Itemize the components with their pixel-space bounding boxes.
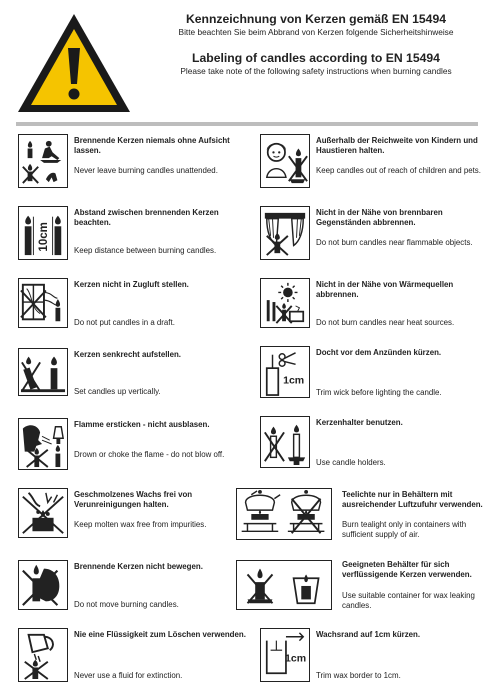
subtitle-en: Please take note of the following safety instructions when burning candles [180,66,452,76]
wax-container-icon [236,560,332,610]
instruction-en: Do not put candles in a draft. [74,318,175,327]
instruction-en: Drown or choke the flame - do not blow off. [74,450,225,459]
wax-impurities-icon [18,488,68,538]
instruction-en: Never leave burning candles unattended. [74,166,218,175]
instruction-de: Kerzenhalter benutzen. [316,418,403,427]
warning-triangle-icon [14,10,134,116]
wick-label: 1cm [283,374,305,387]
instruction-de: Kerzen senkrecht aufstellen. [74,350,182,359]
border-label: 1cm [285,652,307,665]
instruction-en: Set candles up vertically. [74,387,161,396]
instruction-de: Brennende Kerzen niemals ohne Aufsicht lassen. [74,136,230,155]
header-titles [148,12,484,76]
instruction-de: Wachsrand auf 1cm kürzen. [316,630,421,639]
flammable-objects-icon [260,206,310,260]
unattended-candle-icon [18,134,68,188]
instruction-en: Use suitable container for wax leaking candles. [342,591,475,610]
trim-wick-icon [260,346,310,398]
instruction-en: Burn tealight only in containers with sufficient supply of air. [342,520,467,539]
instruction-de: Teelichte nur in Behältern mit ausreichender Luftzufuhr verwenden. [342,490,483,509]
header [0,0,493,120]
children-pets-icon [260,134,310,188]
draft-icon [18,278,68,328]
subtitle-de: Bitte beachten Sie beim Abbrand von Kerzen folgende Sicherheitshinweise [178,27,454,37]
instruction-en: Use candle holders. [316,458,386,467]
instruction-de: Außerhalb der Reichweite von Kindern und Haustieren halten. [316,136,478,155]
no-fluid-icon [18,628,68,682]
instruction-en: Do not burn candles near heat sources. [316,318,455,327]
title-en: Labeling of candles according to EN 15494 [192,51,440,65]
instruction-de: Abstand zwischen brennenden Kerzen beachten. [74,208,219,227]
candle-holder-icon [260,416,310,468]
instruction-de: Geeigneten Behälter für sich verflüssigende Kerzen verwenden. [342,560,472,579]
instruction-de: Nie eine Flüssigkeit zum Löschen verwenden. [74,630,246,639]
instruction-de: Kerzen nicht in Zugluft stellen. [74,280,189,289]
instruction-de: Brennende Kerzen nicht bewegen. [74,562,203,571]
instruction-de: Flamme ersticken - nicht ausblasen. [74,420,210,429]
no-blowing-icon [18,418,68,470]
instruction-en: Do not burn candles near flammable objects. [316,238,473,247]
instruction-en: Keep candles out of reach of children and pets. [316,166,481,175]
instruction-en: Keep molten wax free from impurities. [74,520,207,529]
heat-sources-icon [260,278,310,328]
instruction-en: Trim wax border to 1cm. [316,671,401,680]
instruction-en: Never use a fluid for extinction. [74,671,183,680]
no-moving-icon [18,560,68,610]
title-de: Kennzeichnung von Kerzen gemäß EN 15494 [185,12,447,26]
instruction-de: Nicht in der Nähe von Wärmequellen abbrennen. [316,280,454,299]
divider [16,122,478,126]
candle-distance-icon [18,206,68,260]
instruction-en: Keep distance between burning candles. [74,246,217,255]
instruction-de: Nicht in der Nähe von brennbaren Gegenständen abbrennen. [316,208,443,227]
vertical-candle-icon [18,348,68,396]
wax-border-icon [260,628,310,682]
instruction-en: Do not move burning candles. [74,600,179,609]
distance-label: 10cm [37,222,50,252]
instruction-en: Trim wick before lighting the candle. [316,388,442,397]
instruction-de: Docht vor dem Anzünden kürzen. [316,348,442,357]
tealight-container-icon [236,488,332,540]
instruction-de: Geschmolzenes Wachs frei von Verunreinigungen halten. [74,490,193,509]
